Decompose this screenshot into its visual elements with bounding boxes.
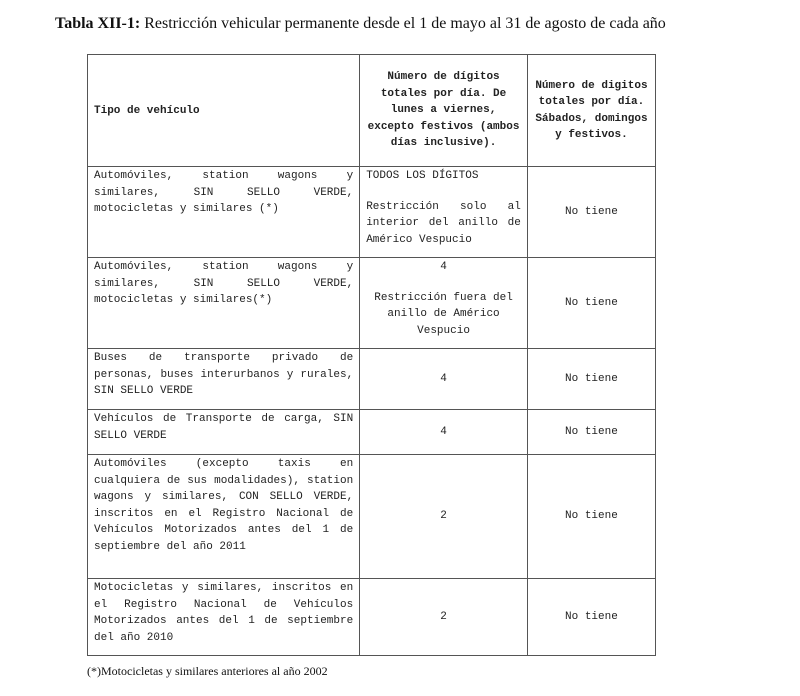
cell-sabados: No tiene <box>527 579 655 656</box>
cell-lunes-viernes <box>360 167 528 258</box>
cell-tipo: Vehículos de Transporte de carga, SIN SELLO VERDE <box>88 410 360 455</box>
cell-lunes-viernes: 4 <box>360 349 528 410</box>
table-row <box>88 579 656 656</box>
cell-sabados: No tiene <box>527 410 655 455</box>
header-tipo-vehiculo: Tipo de vehículo <box>88 55 360 167</box>
cell-lunes-note: Restricción fuera del anillo de Américo Vespucio <box>374 291 513 337</box>
header-lunes-viernes: Número de dígitos totales por día. De lunes a viernes, excepto festivos (ambos días inclusive). <box>360 55 528 167</box>
cell-lunes-main: TODOS LOS DÍGITOS <box>366 170 479 182</box>
table-header-row <box>88 55 656 167</box>
cell-lunes-note: Restricción solo al interior del anillo de Américo Vespucio <box>366 200 521 246</box>
cell-lunes-viernes: 2 <box>360 579 528 656</box>
cell-tipo: Automóviles (excepto taxis en cualquiera de sus modalidades), station wagons y similares, CON SELLO VERDE, inscritos en el Registro Nacional de Vehículos Motorizados antes del 1 de septiembre del año 2011 <box>88 455 360 579</box>
cell-tipo: Automóviles, station wagons y similares, SIN SELLO VERDE, motocicletas y similares (*) <box>88 167 360 258</box>
table-row <box>88 258 656 349</box>
table-caption <box>55 15 666 33</box>
table-row <box>88 455 656 579</box>
header-sabados-domingos: Número de digitos totales por día. Sábados, domingos y festivos. <box>527 55 655 167</box>
cell-lunes-main: 4 <box>440 261 447 273</box>
table-caption-text: Restricción vehicular permanente desde el 1 de mayo al 31 de agosto de cada año <box>140 15 666 32</box>
cell-tipo: Motocicletas y similares, inscritos en el Registro Nacional de Vehículos Motorizados antes del 1 de septiembre del año 2010 <box>88 579 360 656</box>
cell-lunes-viernes: 4 <box>360 410 528 455</box>
cell-lunes-viernes <box>360 258 528 349</box>
cell-sabados: No tiene <box>527 349 655 410</box>
restriction-table <box>87 54 656 656</box>
table-row <box>88 349 656 410</box>
cell-sabados: No tiene <box>527 455 655 579</box>
table-caption-label: Tabla XII-1: <box>55 15 141 32</box>
cell-sabados: No tiene <box>527 167 655 258</box>
table-row <box>88 167 656 258</box>
table-footnote: (*)Motocicletas y similares anteriores al año 2002 <box>87 664 328 678</box>
cell-tipo: Automóviles, station wagons y similares, SIN SELLO VERDE, motocicletas y similares(*) <box>88 258 360 349</box>
table-row <box>88 410 656 455</box>
cell-lunes-viernes: 2 <box>360 455 528 579</box>
cell-sabados: No tiene <box>527 258 655 349</box>
cell-tipo: Buses de transporte privado de personas, buses interurbanos y rurales, SIN SELLO VERDE <box>88 349 360 410</box>
